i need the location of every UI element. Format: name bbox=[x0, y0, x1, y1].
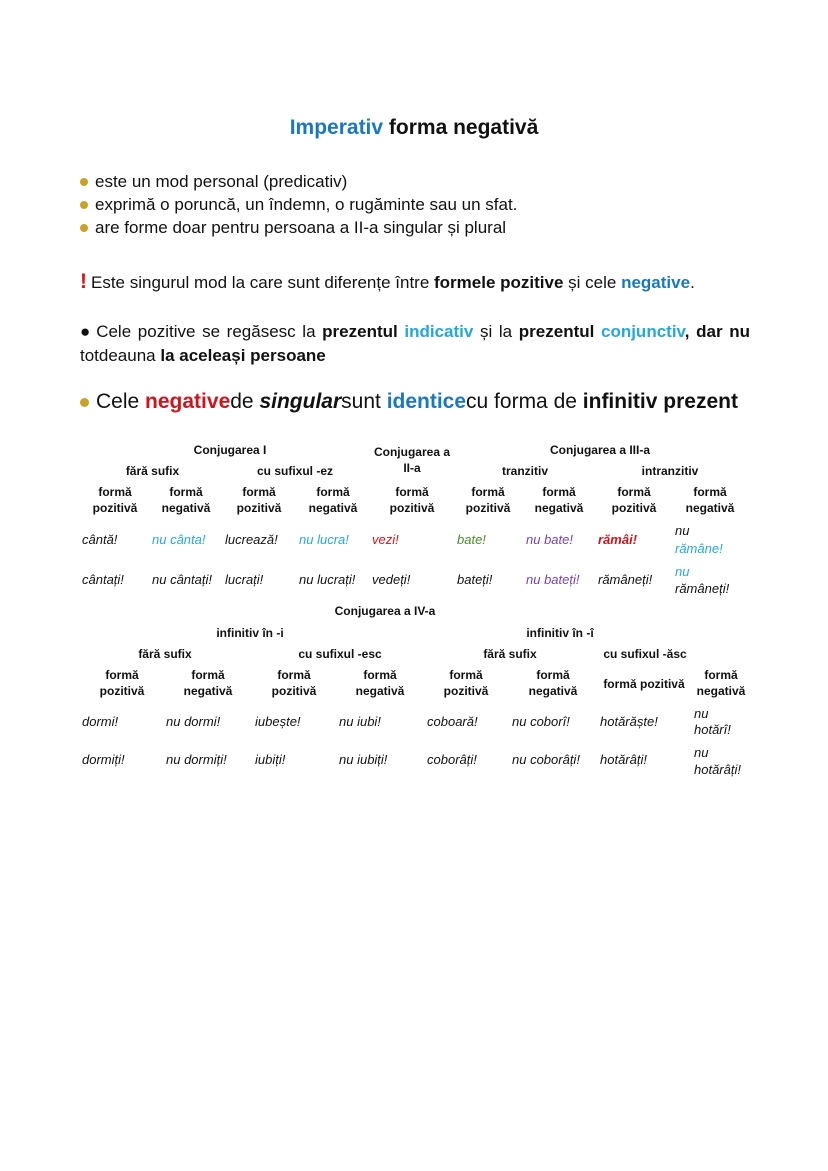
col-header-negativa: formă negativă bbox=[685, 485, 735, 515]
table-cell: lucrați! bbox=[225, 572, 264, 587]
definition-list bbox=[80, 170, 517, 239]
col-header-negativa: formă negativă bbox=[355, 668, 405, 698]
table-cell: rămâne! bbox=[675, 541, 723, 556]
table-cell: nu iubiți! bbox=[339, 752, 388, 767]
table-cell: nu bbox=[694, 706, 709, 721]
table-cell: nu cânta! bbox=[152, 532, 206, 547]
list-item: exprimă o poruncă, un îndemn, o rugăminte sau un sfat. bbox=[80, 193, 517, 216]
col-header-negativa: formă negativă bbox=[183, 668, 233, 698]
positive-forms-paragraph: ● Cele pozitive se regăsesc la prezentul indicativ și la prezentul conjunctiv, dar nu totdeauna la aceleași persoane bbox=[80, 322, 750, 365]
header-fara-sufix: fără sufix bbox=[138, 647, 192, 661]
table-cell: nu coborâți! bbox=[512, 752, 580, 767]
bullet-dot-icon bbox=[80, 178, 88, 186]
col-header-negativa: formă negativă bbox=[696, 668, 746, 698]
important-note: ! Este singurul mod la care sunt diferențe între formele pozitive și cele negative. bbox=[80, 270, 695, 293]
header-cu-sufix-esc: cu sufixul -esc bbox=[298, 647, 382, 661]
table-cell: hotărî! bbox=[694, 722, 731, 737]
col-header-pozitiva: formă pozitivă bbox=[92, 485, 138, 515]
table-cell: coborâți! bbox=[427, 752, 477, 767]
table-cell: vezi! bbox=[372, 532, 399, 547]
header-inf-ii: infinitiv în -î bbox=[526, 626, 594, 640]
table-cell: nu dormi! bbox=[166, 714, 221, 729]
exclamation-icon: ! bbox=[80, 270, 87, 293]
col-header-negativa: formă negativă bbox=[308, 485, 358, 515]
table-cell: iubiți! bbox=[255, 752, 286, 767]
bullet-dot-icon bbox=[80, 201, 88, 209]
table-cell: nu bbox=[694, 745, 709, 760]
header-tranzitiv: tranzitiv bbox=[501, 464, 548, 478]
table-cell: nu bateți! bbox=[526, 572, 580, 587]
table-cell: nu bate! bbox=[526, 532, 573, 547]
table-cell: rămâi! bbox=[598, 532, 638, 547]
col-header-pozitiva: formă pozitivă bbox=[443, 668, 489, 698]
table-cell: vedeți! bbox=[372, 572, 411, 587]
col-header-negativa: formă negativă bbox=[534, 485, 584, 515]
list-item: are forme doar pentru persoana a II-a singular și plural bbox=[80, 216, 517, 239]
table-cell: rămâneți! bbox=[598, 572, 653, 587]
bullet-dot-icon bbox=[80, 224, 88, 232]
col-header-negativa: formă negativă bbox=[528, 668, 578, 698]
table-cell: hotărăște! bbox=[600, 714, 658, 729]
table-cell: nu iubi! bbox=[339, 714, 381, 729]
table-cell: bateți! bbox=[457, 572, 493, 587]
table-cell: dormi! bbox=[82, 714, 119, 729]
page-title bbox=[0, 116, 828, 140]
table-cell: nu dormiți! bbox=[166, 752, 227, 767]
header-conj2-line1: Conjugarea a bbox=[373, 445, 451, 459]
header-fara-sufix: fără sufix bbox=[125, 464, 180, 478]
table-cell: cântă! bbox=[82, 532, 118, 547]
header-fara-sufix: fără sufix bbox=[483, 647, 537, 661]
header-conj3: Conjugarea a III-a bbox=[549, 443, 651, 457]
header-intranzitiv: intranzitiv bbox=[641, 464, 699, 478]
header-conj1: Conjugarea I bbox=[193, 443, 267, 457]
table-cell: iubește! bbox=[255, 714, 301, 729]
title-rest: forma negativă bbox=[383, 116, 539, 139]
header-conj4: Conjugarea a IV-a bbox=[334, 604, 436, 618]
list-item: este un mod personal (predicativ) bbox=[80, 170, 517, 193]
table-cell: dormiți! bbox=[82, 752, 125, 767]
header-inf-i: infinitiv în -i bbox=[216, 626, 284, 640]
table-cell: nu bbox=[675, 564, 690, 579]
col-header-pozitiva: formă pozitivă bbox=[465, 485, 511, 515]
table-cell: nu bbox=[675, 523, 690, 538]
singular-negative-rule: Cele negative de singular sunt identice cu forma de infinitiv prezent bbox=[80, 390, 738, 414]
table-cell: nu cântați! bbox=[152, 572, 212, 587]
col-header-pozitiva: formă pozitivă bbox=[99, 668, 145, 698]
table-cell: lucrează! bbox=[225, 532, 278, 547]
table-cell: cântați! bbox=[82, 572, 124, 587]
bullet-dot-icon bbox=[80, 398, 89, 407]
header-conj2-line2: II-a bbox=[403, 461, 421, 475]
table-cell: coboară! bbox=[427, 714, 478, 729]
header-cu-sufix-ez: cu sufixul -ez bbox=[256, 464, 333, 478]
table-cell: hotărâți! bbox=[694, 762, 741, 777]
table-cell: nu lucrați! bbox=[299, 572, 356, 587]
col-header-negativa: formă negativă bbox=[161, 485, 211, 515]
col-header-pozitiva: formă pozitivă bbox=[271, 668, 317, 698]
col-header-pozitiva: formă pozitivă bbox=[603, 677, 685, 691]
header-cu-sufix-asc: cu sufixul -ăsc bbox=[603, 647, 687, 661]
table-cell: rămâneți! bbox=[675, 581, 730, 596]
col-header-pozitiva: formă pozitivă bbox=[611, 485, 657, 515]
title-word-imperativ: Imperativ bbox=[289, 116, 384, 139]
table-cell: hotărâți! bbox=[600, 752, 647, 767]
table-cell: nu coborî! bbox=[512, 714, 570, 729]
table-cell: bate! bbox=[457, 532, 486, 547]
col-header-pozitiva: formă pozitivă bbox=[389, 485, 435, 515]
table-cell: nu lucra! bbox=[299, 532, 349, 547]
col-header-pozitiva: formă pozitivă bbox=[236, 485, 282, 515]
